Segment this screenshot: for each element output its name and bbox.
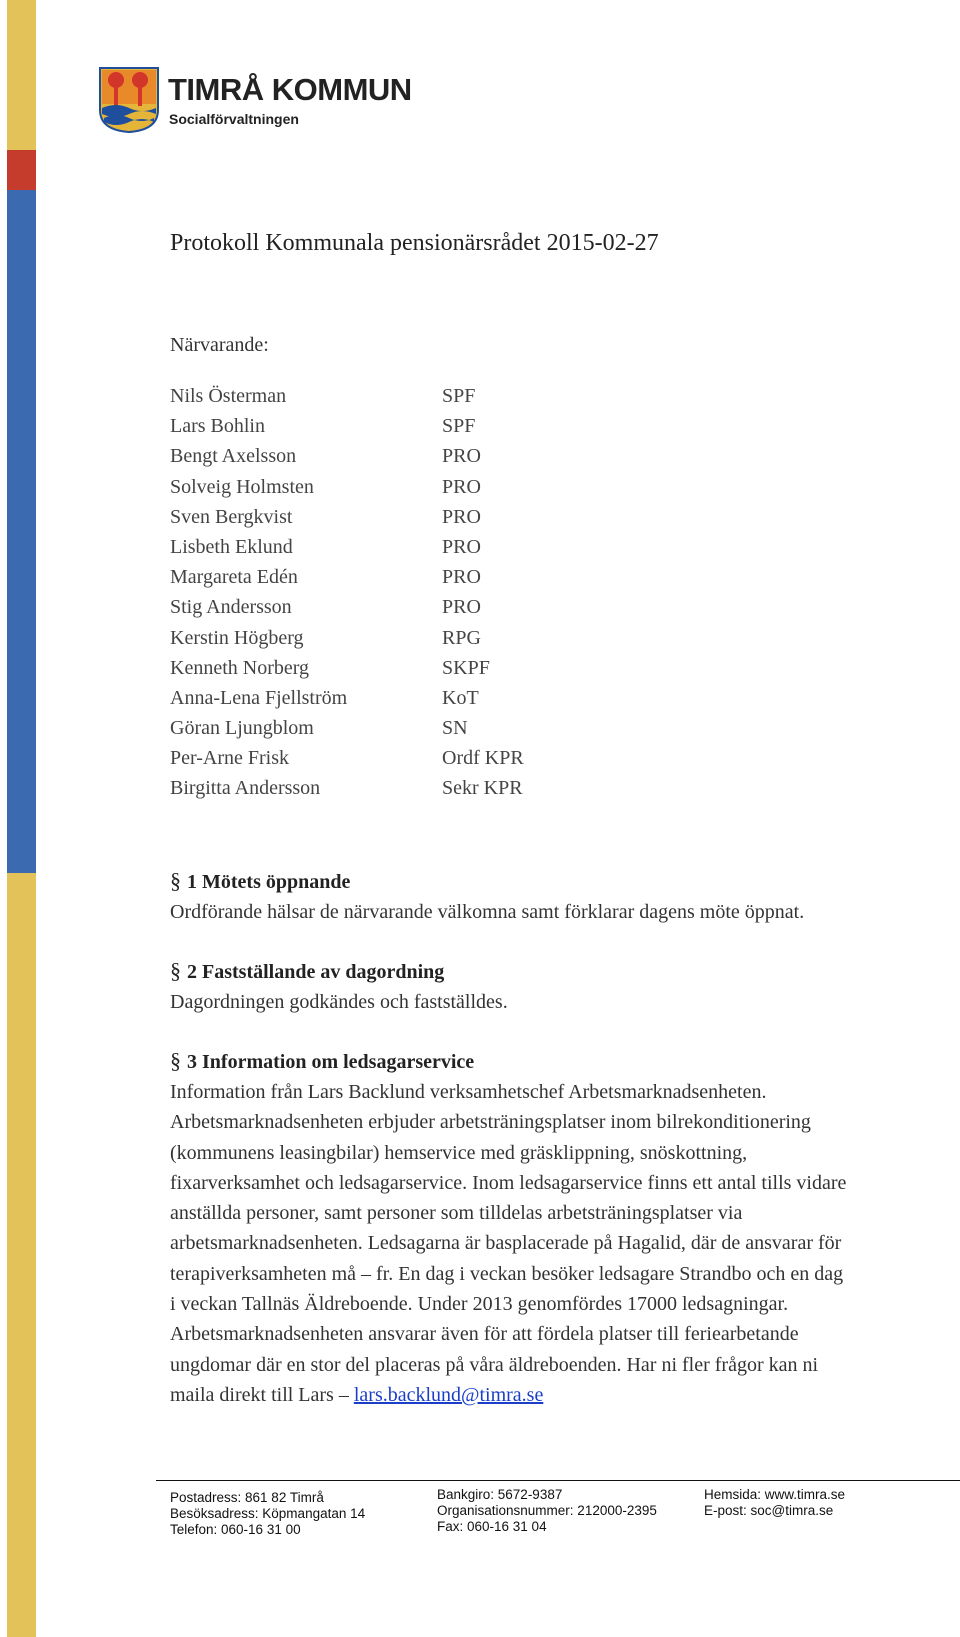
attendee-row bbox=[170, 502, 570, 532]
attendee-org: PRO bbox=[442, 596, 481, 619]
attendee-org: SKPF bbox=[442, 656, 490, 679]
stripe-blue bbox=[7, 190, 36, 873]
attendee-row bbox=[170, 411, 570, 441]
attendee-row bbox=[170, 441, 570, 471]
attendee-name: Stig Andersson bbox=[170, 596, 292, 619]
attendee-row bbox=[170, 653, 570, 683]
footer-phone: Telefon: 060-16 31 00 bbox=[170, 1522, 301, 1537]
attendee-row bbox=[170, 623, 570, 653]
attendee-name: Birgitta Andersson bbox=[170, 777, 321, 800]
footer-fax: Fax: 060-16 31 04 bbox=[437, 1519, 547, 1534]
stripe-yellow-top bbox=[7, 0, 36, 150]
stripe-red bbox=[7, 150, 36, 190]
section-text-line: terapiverksamheten må – fr. En dag i veckan besöker ledsagare Strandbo och en dag bbox=[170, 1262, 844, 1285]
attendee-org: PRO bbox=[442, 566, 481, 589]
attendee-name: Bengt Axelsson bbox=[170, 445, 297, 468]
section-symbol: § bbox=[170, 1048, 181, 1073]
attendee-org: PRO bbox=[442, 445, 481, 468]
attendee-row bbox=[170, 532, 570, 562]
section-text-line: Arbetsmarknadsenheten ansvarar även för att fördela platser till feriearbetande bbox=[170, 1323, 799, 1346]
section-heading-text: 2 Fastställande av dagordning bbox=[187, 961, 445, 983]
section-1 bbox=[170, 866, 940, 927]
section-text-line: i veckan Tallnäs Äldreboende. Under 2013 genomfördes 17000 ledsagningar. bbox=[170, 1293, 789, 1316]
attendee-org: Ordf KPR bbox=[442, 747, 524, 770]
section-heading bbox=[170, 1046, 940, 1077]
attendee-row bbox=[170, 713, 570, 743]
attendee-name: Solveig Holmsten bbox=[170, 475, 314, 498]
footer-orgnr: Organisationsnummer: 212000-2395 bbox=[437, 1503, 657, 1518]
section-text-line: Information från Lars Backlund verksamhetschef Arbetsmarknadsenheten. bbox=[170, 1081, 767, 1103]
attendee-org: SN bbox=[442, 717, 468, 740]
section-heading-text: 1 Mötets öppnande bbox=[187, 871, 351, 893]
footer-finance bbox=[437, 1487, 657, 1535]
logo-name: TIMRÅ KOMMUN bbox=[168, 72, 412, 107]
attendee-row bbox=[170, 381, 570, 411]
section-3 bbox=[170, 1046, 940, 1410]
email-prefix: maila direkt till Lars – bbox=[170, 1383, 354, 1406]
section-text-line: ungdomar där en stor del placeras på våra äldreboenden. Har ni fler frågor kan ni bbox=[170, 1353, 819, 1376]
attendee-org: KoT bbox=[442, 686, 479, 709]
attendee-name: Per-Arne Frisk bbox=[170, 747, 290, 770]
attendee-row bbox=[170, 773, 570, 803]
attendee-row bbox=[170, 472, 570, 502]
section-symbol: § bbox=[170, 958, 181, 983]
footer-visit: Besöksadress: Köpmangatan 14 bbox=[170, 1506, 366, 1521]
footer-bankgiro: Bankgiro: 5672-9387 bbox=[437, 1487, 563, 1502]
footer-address bbox=[170, 1490, 365, 1538]
attendee-name: Kenneth Norberg bbox=[170, 656, 310, 679]
attendee-name: Sven Bergkvist bbox=[170, 505, 293, 528]
attendee-name: Kerstin Högberg bbox=[170, 626, 304, 649]
footer-web bbox=[704, 1487, 845, 1519]
attendee-org: PRO bbox=[442, 535, 481, 558]
footer-postal: Postadress: 861 82 Timrå bbox=[170, 1490, 324, 1505]
coat-of-arms-icon bbox=[98, 66, 160, 134]
email-link[interactable]: lars.backlund@timra.se bbox=[353, 1383, 544, 1406]
section-heading-text: 3 Information om ledsagarservice bbox=[187, 1051, 475, 1073]
attendee-list bbox=[170, 381, 570, 804]
stripe-yellow-bottom bbox=[7, 873, 36, 1637]
section-text: Dagordningen godkändes och fastställdes. bbox=[170, 991, 508, 1013]
logo-department: Socialförvaltningen bbox=[169, 111, 299, 127]
footer-divider bbox=[156, 1480, 960, 1481]
section-heading bbox=[170, 866, 940, 897]
footer-email[interactable]: E-post: soc@timra.se bbox=[704, 1503, 834, 1518]
attendee-name: Lars Bohlin bbox=[170, 415, 265, 438]
attendee-name: Anna-Lena Fjellström bbox=[170, 686, 348, 709]
section-text-line: Arbetsmarknadsenheten erbjuder arbetsträningsplatser inom bilrekonditionering bbox=[170, 1111, 811, 1134]
attendee-org: SPF bbox=[442, 415, 476, 438]
attendee-org: SPF bbox=[442, 385, 476, 407]
document-title: Protokoll Kommunala pensionärsrådet 2015-02-27 bbox=[170, 230, 659, 256]
attendee-name: Göran Ljungblom bbox=[170, 717, 314, 740]
present-label: Närvarande: bbox=[170, 334, 269, 356]
attendee-row bbox=[170, 743, 570, 773]
municipality-logo bbox=[98, 66, 412, 136]
section-text-line: arbetsmarknadsenheten. Ledsagarna är basplacerade på Hagalid, där de ansvarar för bbox=[170, 1232, 842, 1255]
attendee-org: RPG bbox=[442, 626, 481, 649]
section-text-line: anställda personer, samt personer som tilldelas arbetsträningsplatser via bbox=[170, 1202, 743, 1225]
attendee-name: Margareta Edén bbox=[170, 566, 298, 589]
attendee-name: Lisbeth Eklund bbox=[170, 535, 293, 558]
footer-website[interactable]: Hemsida: www.timra.se bbox=[704, 1487, 846, 1502]
section-text: Ordförande hälsar de närvarande välkomna samt förklarar dagens möte öppnat. bbox=[170, 901, 805, 923]
section-text-line bbox=[170, 1380, 940, 1410]
section-2 bbox=[170, 956, 940, 1017]
attendee-name: Nils Österman bbox=[170, 385, 287, 407]
section-text-line: (kommunens leasingbilar) hemservice med gräsklippning, snöskottning, bbox=[170, 1141, 748, 1164]
section-symbol: § bbox=[170, 868, 181, 893]
attendee-org: PRO bbox=[442, 475, 481, 498]
attendee-org: Sekr KPR bbox=[442, 777, 523, 800]
attendee-row bbox=[170, 592, 570, 622]
attendee-org: PRO bbox=[442, 505, 481, 528]
attendee-row bbox=[170, 683, 570, 713]
section-text-line: fixarverksamhet och ledsagarservice. Inom ledsagarservice finns ett antal tills vidare bbox=[170, 1171, 847, 1194]
attendee-row bbox=[170, 562, 570, 592]
section-heading bbox=[170, 956, 940, 987]
